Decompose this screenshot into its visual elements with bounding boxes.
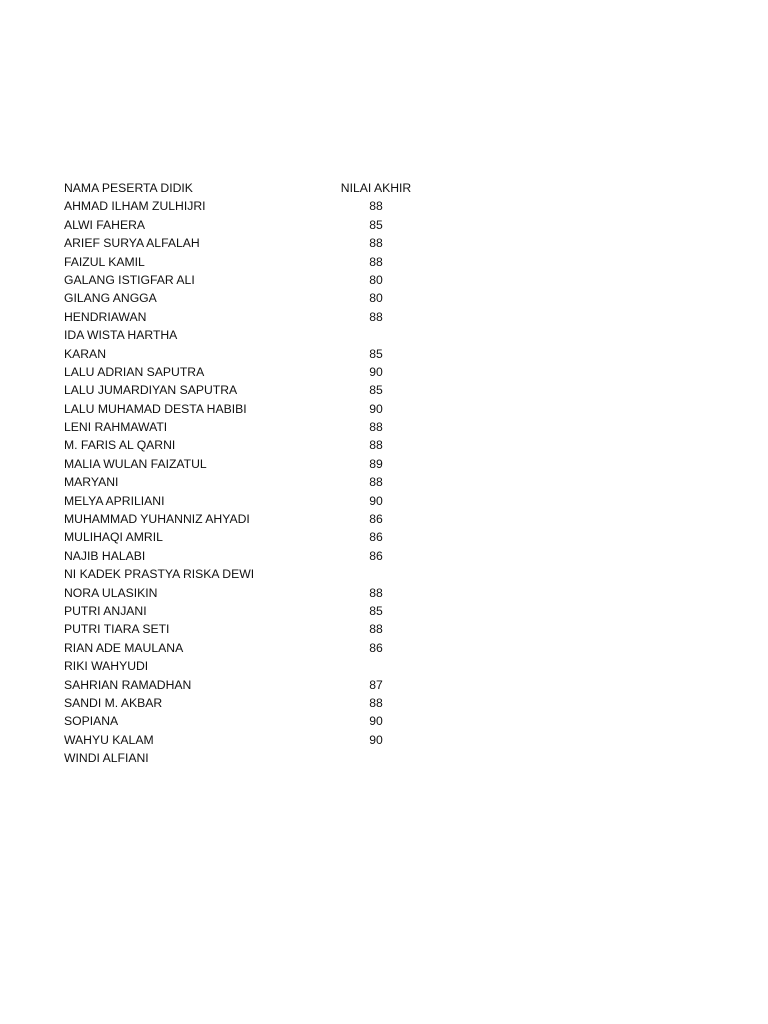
final-score: 90 (369, 493, 383, 508)
final-score: 88 (369, 199, 383, 214)
table-row (64, 639, 464, 657)
table-header-row (64, 179, 464, 197)
student-name: PUTRI TIARA SETI (64, 622, 170, 637)
final-score: 90 (369, 401, 383, 416)
table-row (64, 749, 464, 767)
student-name: KARAN (64, 346, 106, 361)
student-name: FAIZUL KAMIL (64, 254, 145, 269)
table-row (64, 528, 464, 546)
final-score: 89 (369, 456, 383, 471)
student-name: NAJIB HALABI (64, 548, 146, 563)
final-score: 80 (369, 291, 383, 306)
student-name: MELYA APRILIANI (64, 493, 165, 508)
final-score: 85 (369, 603, 383, 618)
student-name: GALANG ISTIGFAR ALI (64, 272, 195, 287)
table-row (64, 565, 464, 583)
table-row (64, 308, 464, 326)
table-row (64, 363, 464, 381)
table-row (64, 418, 464, 436)
final-score: 90 (369, 714, 383, 729)
header-score: NILAI AKHIR (340, 181, 412, 195)
table-row (64, 547, 464, 565)
student-name: HENDRIAWAN (64, 309, 147, 324)
header-name: NAMA PESERTA DIDIK (64, 181, 193, 195)
student-name: LALU ADRIAN SAPUTRA (64, 364, 205, 379)
student-name: GILANG ANGGA (64, 291, 157, 306)
table-row (64, 381, 464, 399)
final-score: 88 (369, 695, 383, 710)
student-name: ALWI FAHERA (64, 217, 146, 232)
student-name: SOPIANA (64, 714, 119, 729)
student-name: LENI RAHMAWATI (64, 420, 168, 435)
student-name: M. FARIS AL QARNI (64, 438, 176, 453)
table-body (64, 197, 464, 767)
student-name: LALU MUHAMAD DESTA HABIBI (64, 401, 247, 416)
student-name: WINDI ALFIANI (64, 751, 149, 766)
table-row (64, 584, 464, 602)
final-score: 88 (369, 420, 383, 435)
student-name: SANDI M. AKBAR (64, 695, 163, 710)
student-name: ARIEF SURYA ALFALAH (64, 236, 200, 251)
table-row (64, 289, 464, 307)
final-score: 86 (369, 640, 383, 655)
student-name: MARYANI (64, 475, 119, 490)
final-score: 88 (369, 622, 383, 637)
final-score: 86 (369, 512, 383, 527)
table-row (64, 345, 464, 363)
student-name: MALIA WULAN FAIZATUL (64, 456, 207, 471)
table-row (64, 492, 464, 510)
table-row (64, 473, 464, 491)
student-name: MUHAMMAD YUHANNIZ AHYADI (64, 512, 250, 527)
table-row (64, 694, 464, 712)
table-row (64, 731, 464, 749)
final-score: 88 (369, 585, 383, 600)
table-row (64, 676, 464, 694)
student-name: WAHYU KALAM (64, 732, 154, 747)
final-score (340, 565, 412, 583)
table-row (64, 253, 464, 271)
student-name: RIKI WAHYUDI (64, 659, 149, 674)
student-name: LALU JUMARDIYAN SAPUTRA (64, 383, 238, 398)
final-score: 88 (369, 475, 383, 490)
student-name: IDA WISTA HARTHA (64, 328, 178, 343)
final-score: 88 (369, 438, 383, 453)
table-row (64, 712, 464, 730)
table-row (64, 657, 464, 675)
final-score: 85 (369, 217, 383, 232)
final-score: 86 (369, 530, 383, 545)
table-row (64, 326, 464, 344)
final-score: 90 (369, 364, 383, 379)
final-score: 87 (369, 677, 383, 692)
final-score: 88 (369, 309, 383, 324)
final-score: 86 (369, 548, 383, 563)
final-score (340, 657, 412, 675)
final-score: 85 (369, 383, 383, 398)
table-row (64, 620, 464, 638)
final-score: 90 (369, 732, 383, 747)
score-table (64, 179, 464, 768)
table-row (64, 400, 464, 418)
student-name: SAHRIAN RAMADHAN (64, 677, 192, 692)
student-name: NI KADEK PRASTYA RISKA DEWI (64, 567, 255, 582)
table-row (64, 510, 464, 528)
student-name: NORA ULASIKIN (64, 585, 158, 600)
final-score: 85 (369, 346, 383, 361)
student-name: AHMAD ILHAM ZULHIJRI (64, 199, 206, 214)
table-row (64, 234, 464, 252)
table-row (64, 455, 464, 473)
table-row (64, 602, 464, 620)
student-name: MULIHAQI AMRIL (64, 530, 163, 545)
table-row (64, 216, 464, 234)
table-row (64, 436, 464, 454)
final-score (340, 749, 412, 767)
final-score: 80 (369, 272, 383, 287)
table-row (64, 197, 464, 215)
final-score: 88 (369, 236, 383, 251)
table-row (64, 271, 464, 289)
student-name: RIAN ADE MAULANA (64, 640, 184, 655)
final-score: 88 (369, 254, 383, 269)
student-name: PUTRI ANJANI (64, 603, 147, 618)
final-score (340, 326, 412, 344)
